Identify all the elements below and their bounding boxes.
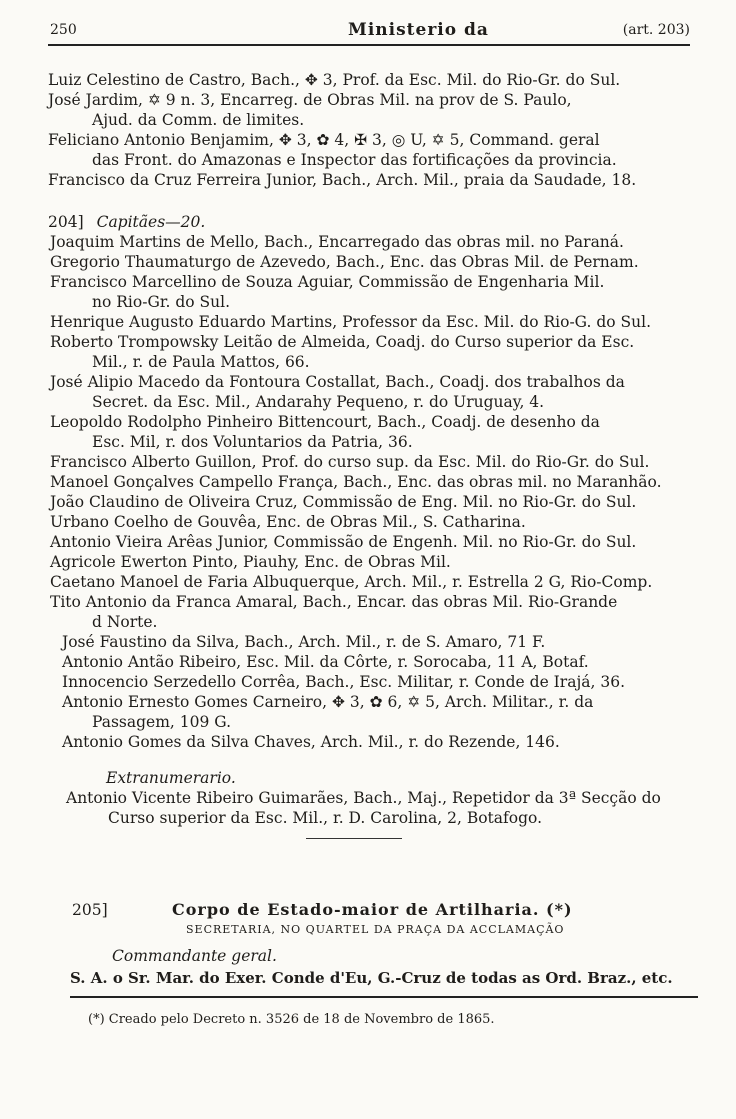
entry-line: Agricole Ewerton Pinto, Piauhy, Enc. de Obras Mil. [50, 553, 451, 571]
entry-line: Antonio Antão Ribeiro, Esc. Mil. da Côrte, r. Sorocaba, 11 A, Botaf. [62, 653, 589, 671]
entry-line: Antonio Gomes da Silva Chaves, Arch. Mil., r. do Rezende, 146. [62, 733, 560, 751]
section-heading [48, 212, 205, 232]
commandant-heading: Commandante geral. [112, 947, 277, 965]
entry-line: Curso superior da Esc. Mil., r. D. Carolina, 2, Botafogo. [108, 809, 542, 827]
entry-line: José Alipio Macedo da Fontoura Costallat, Bach., Coadj. dos trabalhos da [50, 373, 625, 391]
extranumerario-heading: Extranumerario. [106, 769, 236, 787]
entry-line: Passagem, 109 G. [92, 713, 232, 731]
entry-line: Leopoldo Rodolpho Pinheiro Bittencourt, Bach., Coadj. de desenho da [50, 413, 600, 431]
entry-line: Caetano Manoel de Faria Albuquerque, Arch. Mil., r. Estrella 2 G, Rio-Comp. [50, 573, 653, 591]
entry-line: Roberto Trompowsky Leitão de Almeida, Coadj. do Curso superior da Esc. [50, 333, 635, 351]
entry-line: Feliciano Antonio Benjamim, ✥ 3, ✿ 4, ✠ 3, ◎ U, ✡ 5, Command. geral [48, 131, 600, 149]
entry-line: Francisco Alberto Guillon, Prof. do curso sup. da Esc. Mil. do Rio-Gr. do Sul. [50, 453, 650, 471]
entry-line: Gregorio Thaumaturgo de Azevedo, Bach., Enc. das Obras Mil. de Pernam. [50, 253, 639, 271]
section-title: Capitães—20. [96, 213, 206, 231]
entry-line: Francisco da Cruz Ferreira Junior, Bach., Arch. Mil., praia da Saudade, 18. [48, 171, 637, 189]
entry-line: no Rio-Gr. do Sul. [92, 293, 231, 311]
entry-line: Antonio Ernesto Gomes Carneiro, ✥ 3, ✿ 6, ✡ 5, Arch. Militar., r. da [62, 693, 594, 711]
entry-line: Henrique Augusto Eduardo Martins, Professor da Esc. Mil. do Rio-G. do Sul. [50, 313, 652, 331]
entry-line: Tito Antonio da Franca Amaral, Bach., Encar. das obras Mil. Rio-Grande [50, 593, 618, 611]
entry-line: João Claudino de Oliveira Cruz, Commissão de Eng. Mil. no Rio-Gr. do Sul. [50, 493, 637, 511]
page-number: 250 [50, 22, 77, 38]
section-number: 205] [72, 901, 108, 919]
footnote: (*) Creado pelo Decreto n. 3526 de 18 de Novembro de 1865. [88, 1012, 495, 1027]
entry-line: Innocencio Serzedello Corrêa, Bach., Esc. Militar, r. Conde de Irajá, 36. [62, 673, 625, 691]
entry-line: Joaquim Martins de Mello, Bach., Encarregado das obras mil. no Paraná. [50, 233, 624, 251]
footnote-rule [70, 996, 698, 998]
commander-line: S. A. o Sr. Mar. do Exer. Conde d'Eu, G.-Cruz de todas as Ord. Braz., etc. [70, 969, 673, 987]
section-subtitle: SECRETARIA, NO QUARTEL DA PRAÇA DA ACCLAMAÇÃO [186, 923, 565, 936]
entry-line: José Faustino da Silva, Bach., Arch. Mil., r. de S. Amaro, 71 F. [62, 633, 546, 651]
entry-line: Ajud. da Comm. de limites. [92, 111, 305, 129]
entry-line: Esc. Mil, r. dos Voluntarios da Patria, 36. [92, 433, 413, 451]
entry-line: Antonio Vicente Ribeiro Guimarães, Bach., Maj., Repetidor da 3ª Secção do [66, 789, 661, 807]
entry-line: d Norte. [92, 613, 158, 631]
page-header [48, 22, 690, 46]
entry-line: Antonio Vieira Arêas Junior, Commissão de Engenh. Mil. no Rio-Gr. do Sul. [50, 533, 637, 551]
entry-line: Secret. da Esc. Mil., Andarahy Pequeno, r. do Uruguay, 4. [92, 393, 545, 411]
entry-line: Urbano Coelho de Gouvêa, Enc. de Obras Mil., S. Catharina. [50, 513, 526, 531]
section-number: 204] [48, 213, 84, 231]
entry-line: José Jardim, ✡ 9 n. 3, Encarreg. de Obras Mil. na prov de S. Paulo, [48, 91, 572, 109]
entry-line: Manoel Gonçalves Campello França, Bach., Enc. das obras mil. no Maranhão. [50, 473, 662, 491]
entry-line: Mil., r. de Paula Mattos, 66. [92, 353, 310, 371]
section-divider [306, 838, 402, 839]
entry-line: Luiz Celestino de Castro, Bach., ✥ 3, Prof. da Esc. Mil. do Rio-Gr. do Sul. [48, 71, 621, 89]
running-title: Ministerio da [348, 20, 489, 40]
header-rule [48, 44, 690, 46]
entry-line: Francisco Marcellino de Souza Aguiar, Commissão de Engenharia Mil. [50, 273, 605, 291]
article-reference: (art. 203) [622, 22, 690, 38]
section-title: Corpo de Estado-maior de Artilharia. (*) [172, 900, 573, 919]
entry-line: das Front. do Amazonas e Inspector das fortificações da provincia. [92, 151, 617, 169]
